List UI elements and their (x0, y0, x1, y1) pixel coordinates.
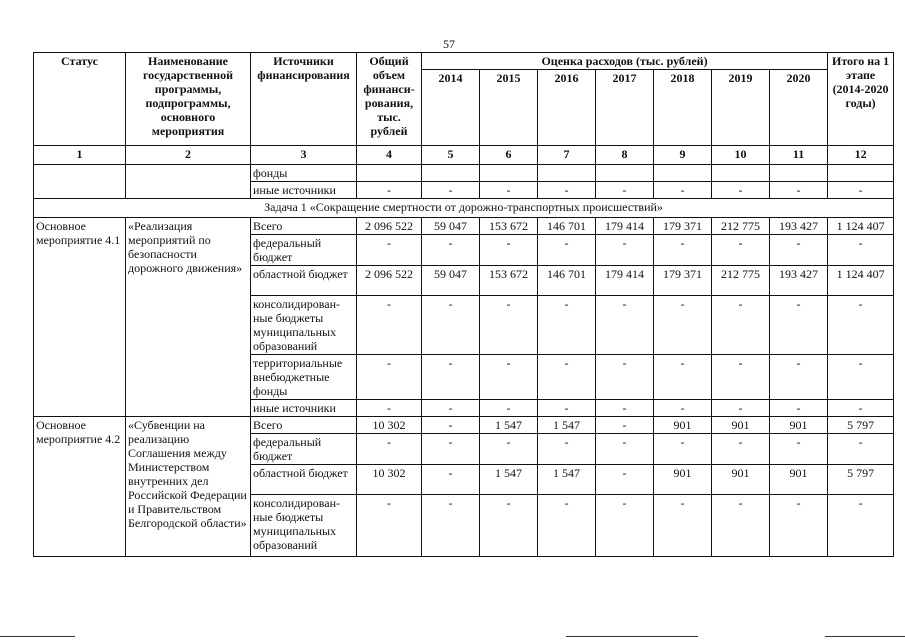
value-cell: 1 547 (480, 465, 538, 495)
column-number: 5 (422, 146, 480, 165)
header-year: 2015 (480, 70, 538, 146)
value-cell: - (712, 235, 770, 266)
value-cell: - (712, 296, 770, 355)
value-cell: - (596, 465, 654, 495)
header-sources: Источники финансирования (251, 53, 357, 146)
value-cell: 146 701 (538, 218, 596, 235)
value-cell: 901 (712, 465, 770, 495)
column-number: 11 (770, 146, 828, 165)
value-cell (422, 165, 480, 182)
column-number: 9 (654, 146, 712, 165)
value-cell (712, 165, 770, 182)
value-cell: - (357, 296, 422, 355)
column-number: 12 (828, 146, 894, 165)
footer-rule (566, 636, 698, 637)
column-number: 7 (538, 146, 596, 165)
value-cell: 901 (770, 465, 828, 495)
value-cell: - (538, 182, 596, 199)
column-number: 1 (34, 146, 126, 165)
source-cell: Всего (251, 218, 357, 235)
value-cell: - (828, 400, 894, 417)
value-cell: - (480, 182, 538, 199)
column-number: 10 (712, 146, 770, 165)
value-cell (770, 165, 828, 182)
value-cell: 1 547 (538, 465, 596, 495)
value-cell: - (480, 355, 538, 400)
value-cell: 901 (654, 465, 712, 495)
value-cell: 901 (712, 417, 770, 434)
value-cell: 193 427 (770, 218, 828, 235)
header-year: 2019 (712, 70, 770, 146)
source-cell: федеральный бюджет (251, 434, 357, 465)
value-cell: 179 414 (596, 218, 654, 235)
source-cell: консолидирован-ные бюджеты муниципальных образований (251, 296, 357, 355)
value-cell: 179 371 (654, 266, 712, 296)
value-cell: - (422, 417, 480, 434)
value-cell: - (712, 400, 770, 417)
value-cell: - (596, 355, 654, 400)
value-cell (596, 165, 654, 182)
value-cell: - (654, 296, 712, 355)
value-cell: - (480, 495, 538, 557)
value-cell: - (538, 355, 596, 400)
value-cell: - (828, 296, 894, 355)
value-cell: - (828, 355, 894, 400)
value-cell: - (538, 296, 596, 355)
value-cell: - (770, 495, 828, 557)
footer-rule (0, 636, 75, 637)
measure-name: «Реализация мероприятий по безопасности дорожного движения» (126, 218, 251, 417)
value-cell: - (596, 296, 654, 355)
header-year: 2014 (422, 70, 480, 146)
value-cell: - (712, 182, 770, 199)
budget-table (33, 52, 894, 557)
header-year: 2017 (596, 70, 654, 146)
value-cell: - (770, 296, 828, 355)
value-cell: - (770, 235, 828, 266)
value-cell: - (654, 495, 712, 557)
value-cell: 1 547 (538, 417, 596, 434)
value-cell: 2 096 522 (357, 266, 422, 296)
value-cell: - (654, 434, 712, 465)
value-cell: - (422, 355, 480, 400)
value-cell: - (357, 495, 422, 557)
value-cell: - (422, 434, 480, 465)
value-cell: - (480, 434, 538, 465)
header-stage-total: Итого на 1 этапе (2014-2020 годы) (828, 53, 894, 146)
value-cell: - (712, 434, 770, 465)
value-cell: - (422, 235, 480, 266)
value-cell: - (357, 434, 422, 465)
source-cell: федеральный бюджет (251, 235, 357, 266)
value-cell: - (422, 296, 480, 355)
value-cell: - (654, 400, 712, 417)
value-cell: 901 (770, 417, 828, 434)
source-cell: территориальные внебюджетные фонды (251, 355, 357, 400)
value-cell (480, 165, 538, 182)
value-cell: - (828, 495, 894, 557)
value-cell (654, 165, 712, 182)
column-number: 8 (596, 146, 654, 165)
value-cell: - (828, 182, 894, 199)
source-cell: иные источники (251, 400, 357, 417)
value-cell: 146 701 (538, 266, 596, 296)
column-number: 6 (480, 146, 538, 165)
value-cell: 212 775 (712, 266, 770, 296)
status-cell (34, 165, 126, 199)
value-cell: - (596, 434, 654, 465)
value-cell: - (654, 182, 712, 199)
value-cell: - (538, 235, 596, 266)
value-cell: - (828, 235, 894, 266)
value-cell: 2 096 522 (357, 218, 422, 235)
value-cell: - (828, 434, 894, 465)
page-number: 57 (443, 37, 455, 51)
value-cell: 901 (654, 417, 712, 434)
value-cell: - (422, 465, 480, 495)
header-year: 2020 (770, 70, 828, 146)
value-cell: 179 371 (654, 218, 712, 235)
value-cell: - (770, 182, 828, 199)
source-cell: областной бюджет (251, 465, 357, 495)
value-cell: - (770, 355, 828, 400)
source-cell: консолидирован-ные бюджеты муниципальных образований (251, 495, 357, 557)
value-cell: - (712, 355, 770, 400)
value-cell: 5 797 (828, 417, 894, 434)
value-cell: - (712, 495, 770, 557)
column-number: 3 (251, 146, 357, 165)
value-cell: - (770, 400, 828, 417)
value-cell: 153 672 (480, 218, 538, 235)
value-cell: - (480, 296, 538, 355)
table-row (34, 165, 894, 182)
value-cell: - (596, 417, 654, 434)
value-cell: 59 047 (422, 266, 480, 296)
value-cell: - (357, 355, 422, 400)
value-cell: 10 302 (357, 465, 422, 495)
header-name: Наименование государственной программы, подпрограммы, основного мероприятия (126, 53, 251, 146)
measure-name: «Субвенции на реализацию Соглашения между Министерством внутренних дел Российской Федерации и Правительством Белгородской области» (126, 417, 251, 557)
value-cell: - (538, 495, 596, 557)
task-title: Задача 1 «Сокращение смертности от дорожно-транспортных происшествий» (34, 199, 894, 218)
column-number: 2 (126, 146, 251, 165)
header-estimate: Оценка расходов (тыс. рублей) (422, 53, 828, 70)
value-cell: - (422, 495, 480, 557)
header-status: Статус (34, 53, 126, 146)
value-cell: - (357, 182, 422, 199)
value-cell: 5 797 (828, 465, 894, 495)
header-year: 2018 (654, 70, 712, 146)
header-year: 2016 (538, 70, 596, 146)
table-row (34, 417, 894, 434)
value-cell: 59 047 (422, 218, 480, 235)
source-cell: областной бюджет (251, 266, 357, 296)
measure-status: Основное мероприятие 4.2 (34, 417, 126, 557)
measure-status: Основное мероприятие 4.1 (34, 218, 126, 417)
value-cell: - (770, 434, 828, 465)
value-cell: 1 124 407 (828, 218, 894, 235)
source-cell: Всего (251, 417, 357, 434)
value-cell: - (596, 495, 654, 557)
footer-rule (825, 636, 905, 637)
value-cell (538, 165, 596, 182)
value-cell: - (654, 355, 712, 400)
value-cell: - (596, 235, 654, 266)
value-cell: 153 672 (480, 266, 538, 296)
value-cell: - (596, 400, 654, 417)
value-cell (357, 165, 422, 182)
table-row (34, 218, 894, 235)
value-cell: 212 775 (712, 218, 770, 235)
source-cell: иные источники (251, 182, 357, 199)
value-cell: - (422, 182, 480, 199)
name-cell (126, 165, 251, 199)
value-cell: 1 547 (480, 417, 538, 434)
value-cell: - (538, 434, 596, 465)
source-cell: фонды (251, 165, 357, 182)
value-cell: - (480, 400, 538, 417)
value-cell: - (422, 400, 480, 417)
value-cell: 179 414 (596, 266, 654, 296)
value-cell: 1 124 407 (828, 266, 894, 296)
header-total: Общий объем финанси-рования, тыс. рублей (357, 53, 422, 146)
value-cell: - (357, 400, 422, 417)
value-cell: - (654, 235, 712, 266)
column-number: 4 (357, 146, 422, 165)
value-cell: - (538, 400, 596, 417)
value-cell (828, 165, 894, 182)
value-cell: - (357, 235, 422, 266)
value-cell: 193 427 (770, 266, 828, 296)
value-cell: - (480, 235, 538, 266)
value-cell: - (596, 182, 654, 199)
value-cell: 10 302 (357, 417, 422, 434)
